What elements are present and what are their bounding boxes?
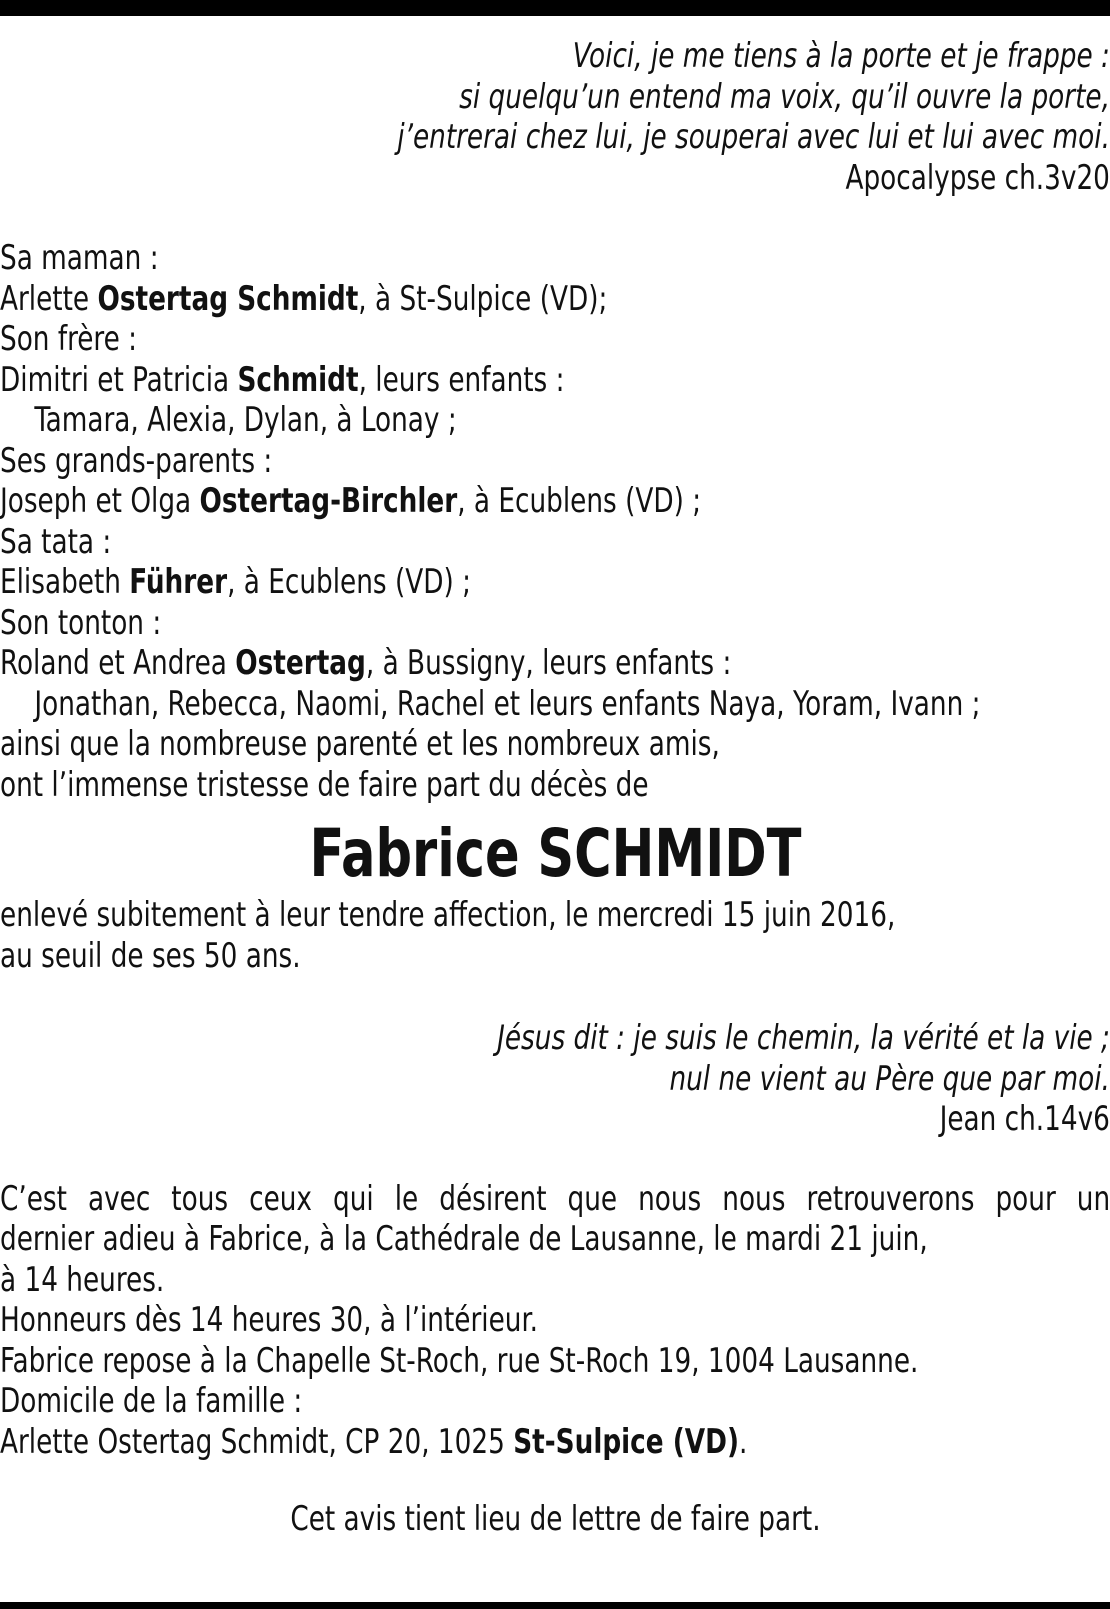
brother-entry [0,360,1110,401]
place: , à Ecublens (VD) ; [457,481,702,521]
surname: Ostertag [235,643,366,683]
place: , à St-Sulpice (VD); [358,278,608,319]
domicile-address [0,1422,1110,1463]
ceremony-line: dernier adieu à Fabrice, à la Cathédrale de Lausanne, le mardi 21 juin, [0,1219,928,1259]
mother-label: Sa maman : [0,238,159,278]
deceased-name: Fabrice SCHMIDT [309,815,801,892]
resting-place-line: Fabrice repose à la Chapelle St-Roch, rue St-Roch 19, 1004 Lausanne. [0,1340,919,1381]
others-line: ainsi que la nombreuse parenté et les nombreux amis, [0,724,720,764]
uncle-label: Son tonton : [0,602,162,643]
word: que [567,1178,618,1219]
announcement-line: ont l’immense tristesse de faire part du décès de [0,764,649,805]
obituary-notice [0,16,1110,1540]
grandparents-label: Ses grands-parents : [0,440,273,481]
surname: Schmidt [237,359,359,400]
word: nous [638,1178,702,1219]
word: nous [722,1178,786,1219]
family-list [0,238,1110,805]
word: C’est [0,1178,67,1219]
place: , à Bussigny, leurs enfants : [365,643,732,683]
verse-line: Voici, je me tiens à la porte et je frappe : [572,36,1110,76]
verse-jean [0,1018,1110,1140]
first-names: Dimitri et Patricia [0,359,230,400]
ceremony-time: à 14 heures. [0,1259,165,1300]
grandparents-entry [0,481,1110,522]
brother-children: Tamara, Alexia, Dylan, à Lonay ; [34,400,457,440]
death-line: enlevé subitement à leur tendre affection, le mercredi 15 juin 2016, [0,895,896,935]
verse-line: j’entrerai chez lui, je souperai avec lui et lui avec moi. [397,117,1110,157]
word: un [1076,1178,1110,1219]
verse-reference: Jean ch.14v6 [939,1099,1110,1139]
aunt-label: Sa tata : [0,521,112,562]
first-names: Joseph et Olga [0,481,192,521]
word: désirent [439,1178,547,1219]
uncle-children: Jonathan, Rebecca, Naomi, Rachel et leurs enfants Naya, Yoram, Ivann ; [34,683,981,724]
ceremony-line-justified [0,1179,1110,1220]
closing-line: Cet avis tient lieu de lettre de faire part. [289,1499,821,1539]
verse-line: Jésus dit : je suis le chemin, la vérité et la vie ; [497,1018,1110,1058]
death-details [0,895,1110,976]
address-text: Arlette Ostertag Schmidt, CP 20, 1025 [0,1421,505,1462]
age-line: au seuil de ses 50 ans. [0,935,301,976]
ceremony-details [0,1179,1110,1463]
brother-label: Son frère : [0,319,138,359]
top-rule [0,0,1110,16]
bottom-rule [0,1602,1110,1609]
verse-line: si quelqu’un entend ma voix, qu’il ouvre la porte, [459,76,1110,117]
place: , à Ecublens (VD) ; [227,562,471,602]
first-names: Elisabeth [0,562,121,602]
surname: Ostertag-Birchler [199,481,458,521]
verse-apocalypse [0,36,1110,198]
word: qui [333,1178,374,1219]
word: tous [171,1178,229,1219]
verse-reference: Apocalypse ch.3v20 [845,157,1110,198]
address-locality: St-Sulpice (VD) [513,1421,740,1462]
surname: Ostertag Schmidt [97,278,359,319]
place: , leurs enfants : [358,359,565,400]
word: le [394,1178,419,1219]
domicile-label: Domicile de la famille : [0,1381,303,1421]
mother-entry [0,279,1110,320]
first-names: Roland et Andrea [0,643,227,683]
first-names: Arlette [0,278,90,319]
honours-line: Honneurs dès 14 heures 30, à l’intérieur. [0,1300,538,1340]
surname: Führer [129,562,228,602]
verse-line: nul ne vient au Père que par moi. [669,1058,1110,1099]
uncle-entry [0,643,1110,684]
word: retrouverons [806,1178,975,1219]
word: pour [995,1178,1056,1219]
aunt-entry [0,562,1110,603]
word: avec [87,1178,151,1219]
address-end: . [739,1421,748,1462]
word: ceux [249,1178,313,1219]
